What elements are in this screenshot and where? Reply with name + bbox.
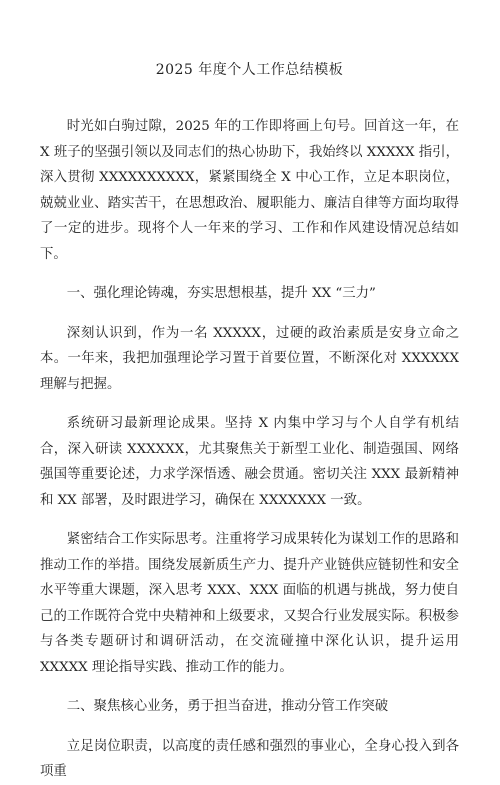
section-heading-2: 二、聚焦核心业务，勇于担当奋进，推动分管工作突破 [66, 699, 389, 714]
paragraph: 深刻认识到，作为一名 XXXXX，过硬的政治素质是安身立命之本。一年来，我把加强理论学习置于首要位置，不断深化对 XXXXXX 理解与把握。 [40, 325, 459, 392]
document-body [40, 114, 459, 785]
section-heading-1: 一、强化理论铸魂，夯实思想根基，提升 XX “三力” [66, 286, 376, 301]
paragraph: 系统研习最新理论成果。坚持 X 内集中学习与个人自学有机结合，深入研读 XXXXXX，尤其聚焦关于新型工业化、制造强国、网络强国等重要论述，力求学深悟透、融会贯通。密切关注 XXX 最新精神和 XX 部署，及时跟进学习，确保在 XXXXXXX 一致。 [40, 416, 459, 508]
paragraph: 紧密结合工作实际思考。注重将学习成果转化为谋划工作的思路和推动工作的举措。围绕发展新质生产力、提升产业链供应链韧性和安全水平等重大课题，深入思考 XXX、XXX 面临的机遇与挑战，努力使自己的工作既符合党中央精神和上级要求，又契合行业发展实际。积极参与各类专题研讨和调研活动，在交流碰撞中深化认识，提升运用 XXXXX 理论指导实践、推动工作的能力。 [40, 532, 459, 675]
paragraph-intro: 时光如白驹过隙，2025 年的工作即将画上句号。回首这一年，在 X 班子的坚强引领以及同志们的热心协助下，我始终以 XXXXX 指引，深入贯彻 XXXXXXXXXX，紧紧围绕全 X 中心工作，立足本职岗位，兢兢业业、踏实苦干，在思想政治、履职能力、廉洁自律等方面均取得了一定的进步。现将个人一年来的学习、工作和作风建设情况总结如下。 [40, 119, 459, 262]
document-page [0, 60, 500, 779]
document-title: 2025 年度个人工作总结模板 [155, 62, 344, 78]
paragraph: 立足岗位职责，以高度的责任感和强烈的事业心，全身心投入到各项重 [40, 738, 459, 779]
